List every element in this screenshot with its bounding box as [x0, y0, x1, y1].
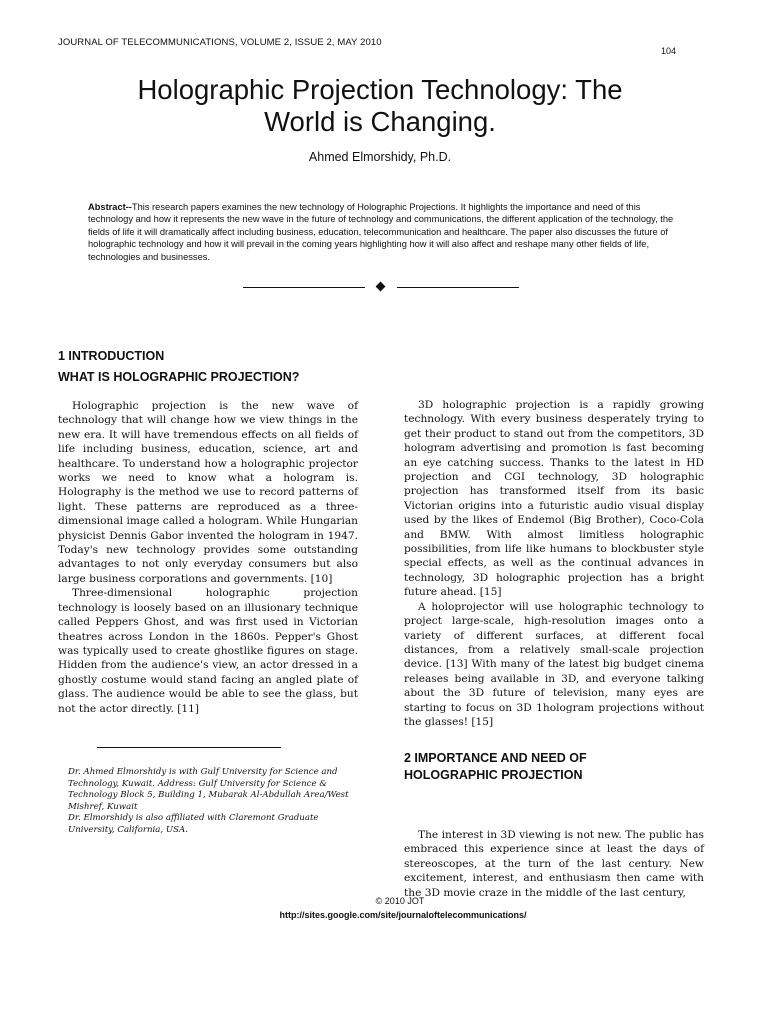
abstract-label: Abstract--: [88, 202, 132, 212]
footnote-rule: [97, 747, 281, 748]
section-1-subheading: WHAT IS HOLOGRAPHIC PROJECTION?: [58, 370, 300, 384]
footnote-line: Mishref, Kuwait: [68, 801, 138, 812]
right-column-bottom: [404, 828, 704, 900]
copyright: © 2010 JOT: [375, 896, 425, 906]
footnote-line: Dr. Ahmed Elmorshidy is with Gulf University for Science and: [68, 767, 338, 777]
diamond-icon: [376, 282, 386, 292]
journal-header: JOURNAL OF TELECOMMUNICATIONS, VOLUME 2, ISSUE 2, MAY 2010: [58, 37, 382, 48]
journal-url[interactable]: http://sites.google.com/site/journaloftelecommunications/: [279, 910, 527, 920]
footnote-line: Technology, Kuwait. Address: Gulf University for Science &: [68, 778, 327, 789]
title-line-2: World is Changing.: [264, 106, 496, 137]
abstract-text: This research papers examines the new technology of Holographic Projections. It highlights the importance and need of this technology and how it represents the new wave in the future of technology and communications, the different application of the technology, the fields of life it will dramatically affect including business, education, telecommunication and healthcare. The paper also discusses the future of holographic technology and how it will prevail in the coming years highlighting how it will also affect and reshape many other fields of life, technologies and businesses.: [88, 202, 674, 262]
title-line-1: Holographic Projection Technology: The: [137, 74, 623, 105]
footnote-line: Dr. Elmorshidy is also affiliated with Claremont Graduate: [68, 813, 319, 824]
author-name: Ahmed Elmorshidy, Ph.D.: [308, 150, 452, 164]
section-2-heading-line-1: 2 IMPORTANCE AND NEED OF: [404, 751, 587, 765]
footnote-line: University, California, USA.: [68, 824, 188, 835]
paragraph: The interest in 3D viewing is not new. The public has embraced this experience since at least the days of stereoscopes, at the turn of the last century. New excitement, interest, and enthusiasm then came with the 3D movie craze in the middle of the last century,: [404, 829, 704, 899]
abstract: [88, 201, 678, 263]
footnote-line: Technology Block 5, Building 1, Mubarak Al-Abdullah Area/West: [68, 790, 349, 801]
section-2-heading-line-2: HOLOGRAPHIC PROJECTION: [404, 768, 583, 782]
right-column-top: [404, 398, 704, 729]
author-footnote: [68, 767, 358, 837]
section-2-heading: [404, 750, 704, 784]
paragraph: Three-dimensional holographic projection technology is loosely based on an illusionary technique called Peppers Ghost, and was first used in Victorian theatres across London in the 1860s. Pepper's Ghost was typically used to create ghostlike figures on stage. Hidden from the audience's view, an actor dressed in a ghostly costume would stand facing an angled plate of glass. The audience would be able to see the glass, but not the actor directly. [11]: [58, 587, 358, 715]
paper-title: [60, 74, 700, 138]
paragraph: 3D holographic projection is a rapidly growing technology. With every business desperately trying to get their product to stand out from the competitors, 3D hologram advertising and promotion is fast becoming an eye catching success. Thanks to the latest in HD projection and CGI technology, 3D holographic projection has transformed itself from its basic Victorian origins into a futuristic audio visual display used by the likes of Endemol (Big Brother), Coco-Cola and BMW. With almost limitless holographic possibilities, from life like humans to blockbuster style special effects, as well as the continual advances in technology, 3D holographic projection has a bright future ahead. [15]: [404, 399, 704, 599]
left-column: [58, 399, 358, 716]
section-separator: [243, 280, 519, 294]
section-1-heading: 1 INTRODUCTION: [58, 349, 165, 363]
paragraph: Holographic projection is the new wave of technology that will change how we view things in the new era. It will have tremendous effects on all fields of life including business, education, science, art and healthcare. To understand how a holographic projector works we need to know what a hologram is. Holography is the method we use to record patterns of light. These patterns are reproduced as a three-dimensional image called a hologram. While Hungarian physicist Dennis Gabor invented the hologram in 1947. Today's new technology provides some outstanding advantages to not only everyday consumers but also large business corporations and governments. [10]: [58, 400, 358, 585]
page-number: 104: [660, 46, 676, 56]
separator-line-left: [243, 287, 365, 288]
separator-line-right: [397, 287, 519, 288]
paragraph: A holoprojector will use holographic technology to project large-scale, high-resolution images onto a variety of different surfaces, at different focal distances, from a relatively small-scale projection device. [13] With many of the latest big budget cinema releases being available in 3D, and everyone talking about the 3D future of television, many eyes are starting to focus on 3D 1hologram projections without the glasses! [15]: [404, 600, 704, 728]
